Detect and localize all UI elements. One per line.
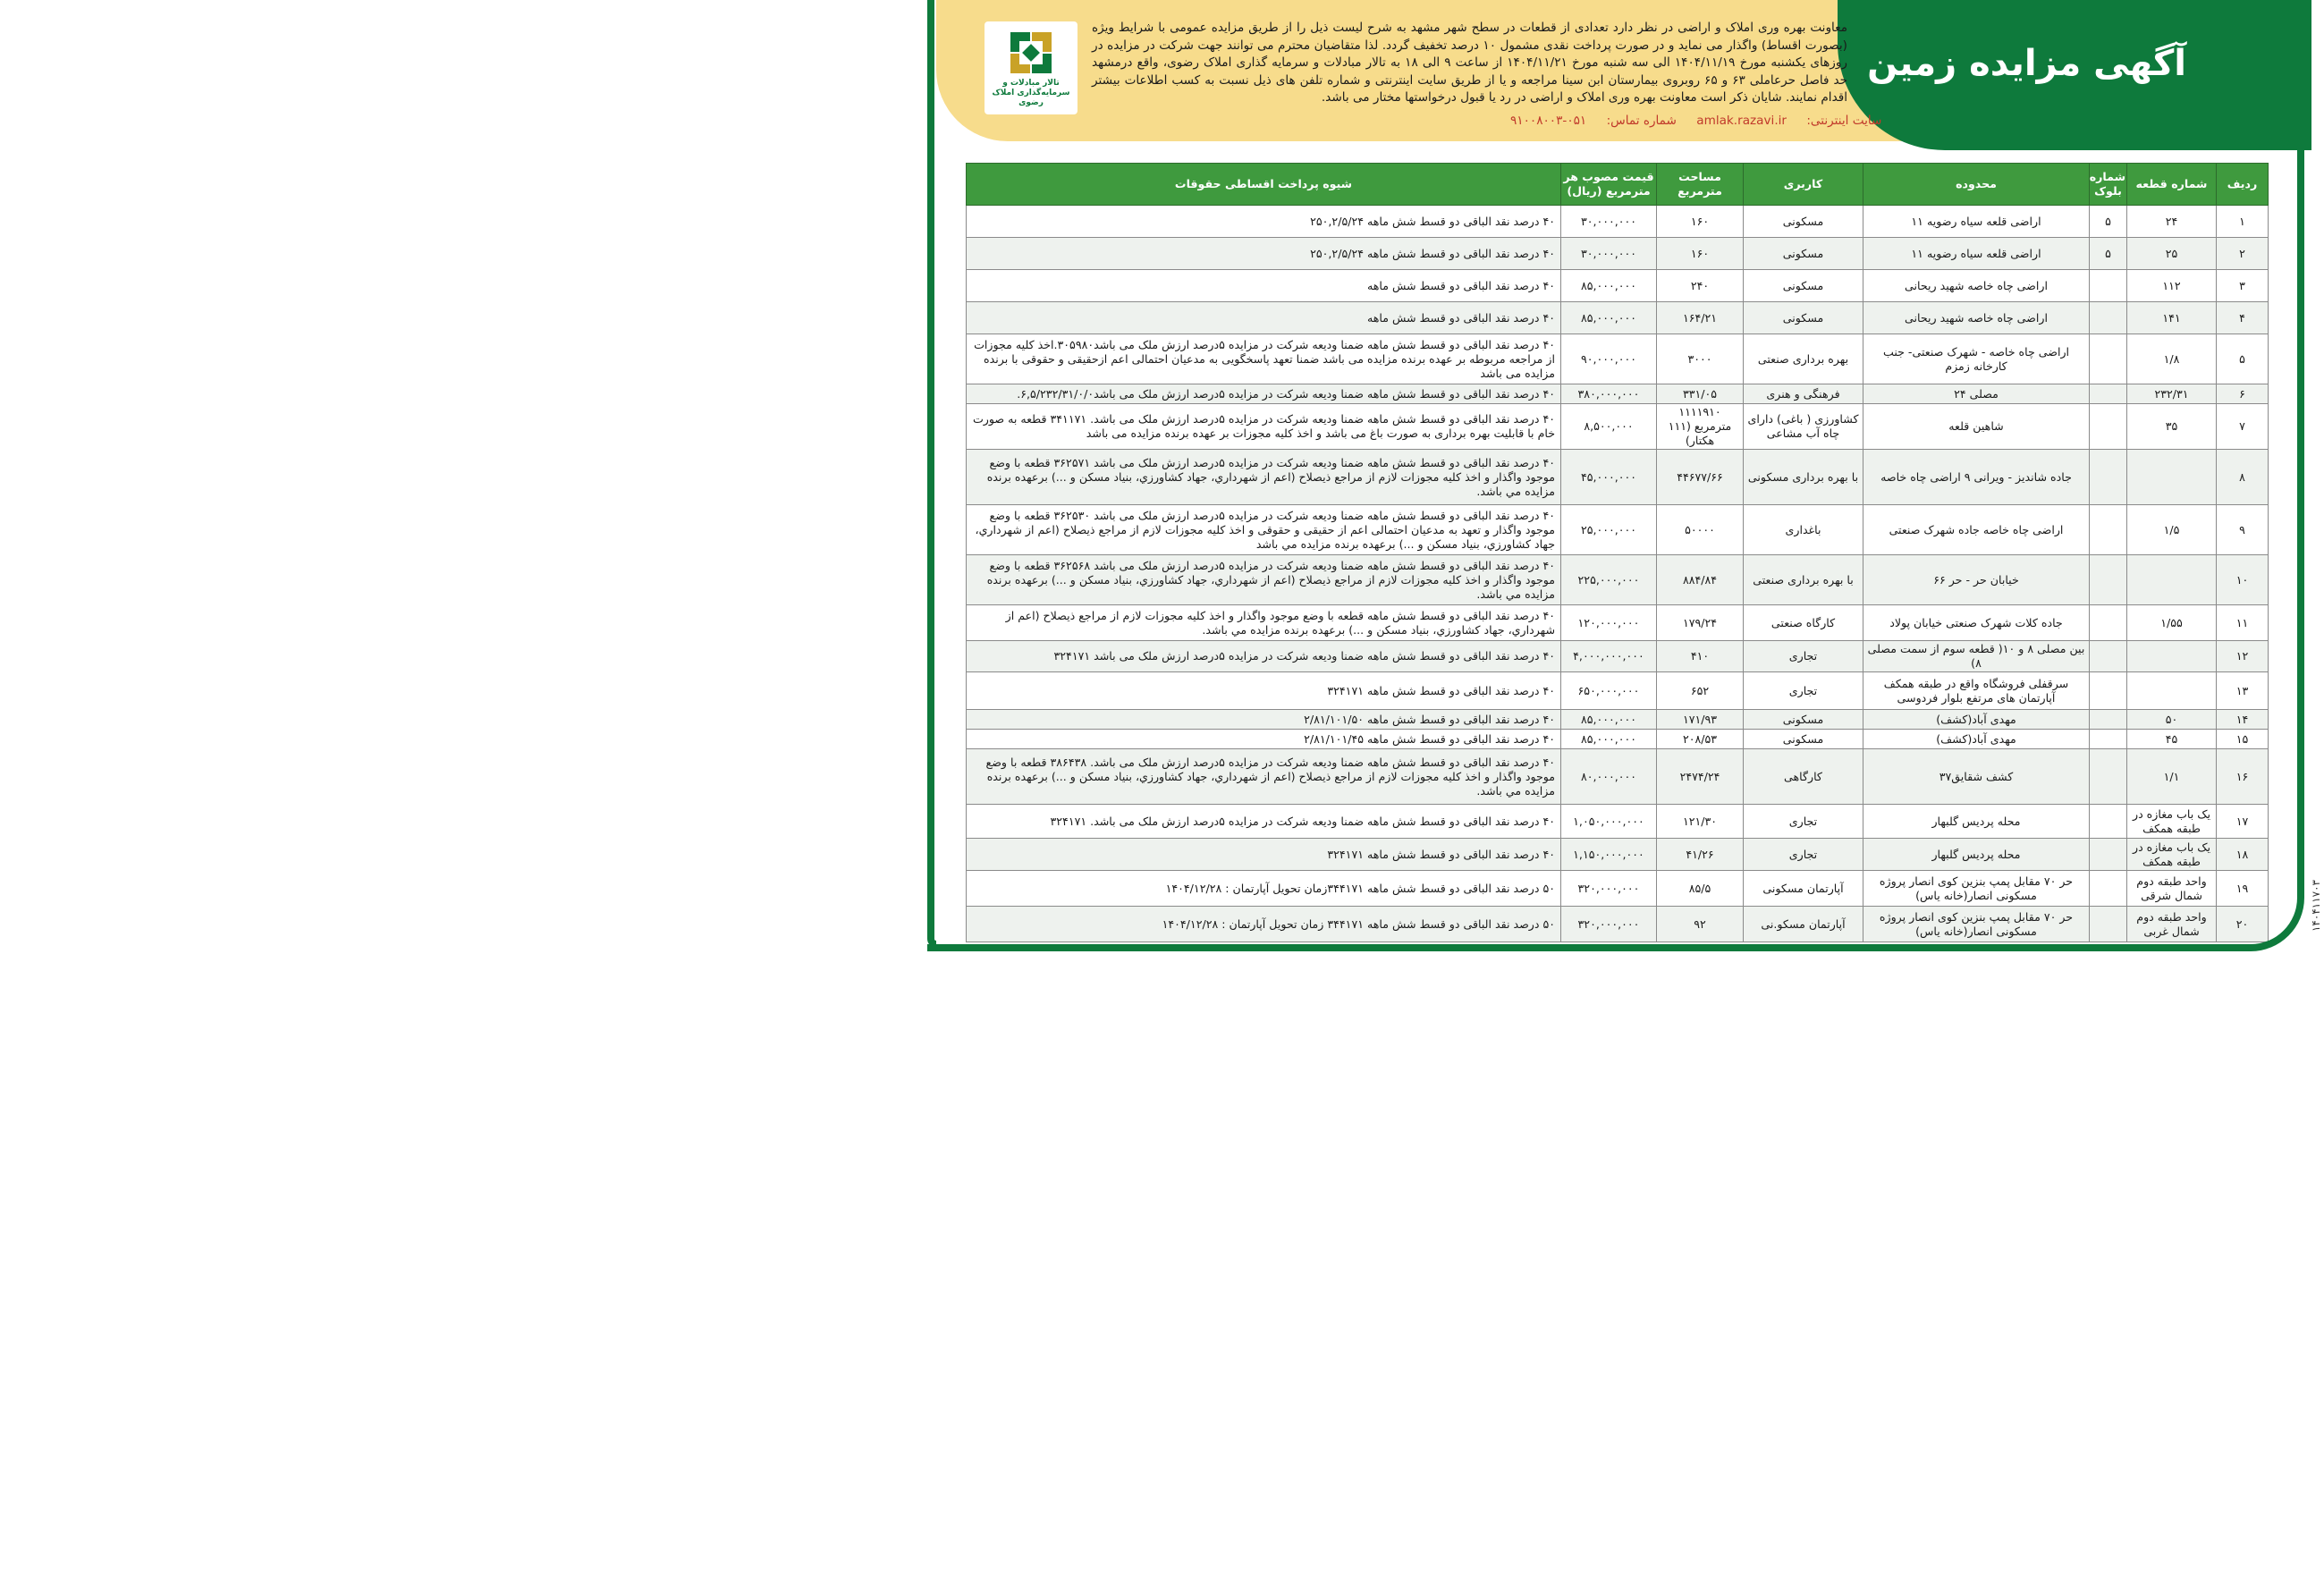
table-cell: ۱۳: [2217, 672, 2269, 710]
table-cell: مهدی آباد(کشف): [1863, 730, 2090, 749]
table-cell: مسکونی: [1744, 730, 1863, 749]
table-cell: ۱,۰۵۰,۰۰۰,۰۰۰: [1561, 805, 1657, 839]
table-cell: ۴۰ درصد نقد الباقی دو قسط شش ماهه قطعه با وضع موجود واگذار و اخذ کلیه مجوزات لازم از مراجع ذیصلاح (اعم از شهرداري، جهاد کشاورزي، بنیاد مسکن و ...) برعهده برنده مزایده مي باشد.: [967, 605, 1561, 641]
table-cell: ۵۰۰۰۰: [1657, 505, 1744, 555]
table-cell: ۴۰ درصد نقد الباقی دو قسط شش ماهه: [967, 270, 1561, 302]
table-cell: ۱۱۱۱۹۱۰ مترمربع (۱۱۱ هکتار): [1657, 404, 1744, 450]
table-cell: ۴۰ درصد نقد الباقی دو قسط شش ماهه ضمنا ودیعه شرکت در مزایده ۵درصد ارزش ملک می باشد ۳۶۲۵۶۸ قطعه با وضع موجود واگذار و اخذ کلیه مجوزات لازم از مراجع ذیصلاح (اعم از شهرداري، جهاد کشاورزي، بنیاد مسکن و ...) برعهده برنده مزایده مي باشد.: [967, 555, 1561, 605]
table-cell: تجاری: [1744, 839, 1863, 871]
column-header: شیوه پرداخت اقساطی حقوقات: [967, 164, 1561, 206]
table-cell: اراضی چاه خاصه شهید ریحانی: [1863, 302, 2090, 334]
table-cell: ۸۵,۰۰۰,۰۰۰: [1561, 730, 1657, 749]
table-cell: ۴۰ درصد نقد الباقی دو قسط شش ماهه ضمنا ودیعه شرکت در مزایده ۵درصد ارزش ملک می باشد ۳۲۴۱۷۱: [967, 641, 1561, 672]
table-cell: ۴۴۶۷۷/۶۶: [1657, 450, 1744, 505]
green-frame: [927, 0, 2304, 951]
table-cell: ۷: [2217, 404, 2269, 450]
table-cell: ۳۰,۰۰۰,۰۰۰: [1561, 238, 1657, 270]
table-cell: ۱۲: [2217, 641, 2269, 672]
table-cell: ۴۰ درصد نقد الباقی دو قسط شش ماهه ۳۲۴۱۷۱: [967, 839, 1561, 871]
table-cell: ۱۴: [2217, 710, 2269, 730]
table-cell: ۵۰ درصد نقد الباقی دو قسط شش ماهه ۳۴۴۱۷۱ زمان تحویل آپارتمان : ۱۴۰۴/۱۲/۲۸: [967, 907, 1561, 942]
table-cell: ۵: [2090, 238, 2127, 270]
logo-line-2: سرمایه‌گذاری املاک رضوی: [992, 89, 1070, 107]
table-cell: ۴۰ درصد نقد الباقی دو قسط شش ماهه ۲۵۰,۲/۵/۲۴: [967, 206, 1561, 238]
table-cell: ۱۲۱/۳۰: [1657, 805, 1744, 839]
table-cell: ۴۰ درصد نقد الباقی دو قسط شش ماهه ضمنا ودیعه شرکت در مزایده ۵درصد ارزش ملک می باشد. ۳۸۶۴۳۸ قطعه با وضع موجود واگذار و اخذ کلیه مجوزات لازم از مراجع ذیصلاح (اعم از شهرداري، جهاد کشاورزي، بنیاد مسکن و ...) برعهده برنده مزایده مي باشد.: [967, 749, 1561, 805]
table-cell: ۶۵۰,۰۰۰,۰۰۰: [1561, 672, 1657, 710]
logo-line-1: تالار مبادلات و: [1002, 79, 1060, 88]
table-cell: ۹۲: [1657, 907, 1744, 942]
table-cell: ۹۰,۰۰۰,۰۰۰: [1561, 334, 1657, 384]
table-cell: ۱۷۹/۲۴: [1657, 605, 1744, 641]
table-cell: مسکونی: [1744, 710, 1863, 730]
table-cell: کشاورزی ( باغی) دارای چاه آب مشاعی: [1744, 404, 1863, 450]
table-cell: ۴,۰۰۰,۰۰۰,۰۰۰: [1561, 641, 1657, 672]
table-cell: آپارتمان مسکو.نی: [1744, 907, 1863, 942]
table-cell: ۴۰ درصد نقد الباقی دو قسط شش ماهه ۳۲۴۱۷۱: [967, 672, 1561, 710]
table-cell: کارگاه صنعتی: [1744, 605, 1863, 641]
table-cell: تجاری: [1744, 641, 1863, 672]
column-header: مساحت مترمربع: [1657, 164, 1744, 206]
table-cell: ۳۲۰,۰۰۰,۰۰۰: [1561, 871, 1657, 907]
table-cell: ۲۰: [2217, 907, 2269, 942]
table-cell: ۸۰,۰۰۰,۰۰۰: [1561, 749, 1657, 805]
table-cell: ۴۰ درصد نقد الباقی دو قسط شش ماهه ۲/۸۱/۱۰۱/۵۰: [967, 710, 1561, 730]
table-cell: ۱۸: [2217, 839, 2269, 871]
table-cell: ۴۰ درصد نقد الباقی دو قسط شش ماهه ضمنا ودیعه شرکت در مزایده ۵درصد ارزش ملک می باشد۶,۵/۲۳۲/۳۱/۰/۰.: [967, 384, 1561, 404]
table-cell: ۴۰ درصد نقد الباقی دو قسط شش ماهه ۲/۸۱/۱۰۱/۴۵: [967, 730, 1561, 749]
page-title: آگهی مزایده زمین: [1867, 43, 2186, 84]
table-cell: ۱/۵: [2127, 505, 2217, 555]
table-cell: ۴۰ درصد نقد الباقی دو قسط شش ماهه ضمنا ودیعه شرکت در مزایده ۵درصد ارزش ملک می باشد ۳۶۲۵۳۰ قطعه با وضع موجود واگذار و تعهد به مدعیان احتمالی اعم از حقیقی و حقوقی و اخذ کلیه مجوزات لازم از مراجع ذیصلاح (اعم از شهرداري، جهاد کشاورزي، بنیاد مسکن و ...) برعهده برنده مزایده مي باشد: [967, 505, 1561, 555]
table-cell: ۸۵,۰۰۰,۰۰۰: [1561, 302, 1657, 334]
table-cell: ۱۶۴/۲۱: [1657, 302, 1744, 334]
table-cell: اراضی چاه خاصه جاده شهرک صنعتی: [1863, 505, 2090, 555]
table-cell: ۹: [2217, 505, 2269, 555]
table-cell: ۴۰ درصد نقد الباقی دو قسط شش ماهه ضمنا ودیعه شرکت در مزایده ۵درصد ارزش ملک می باشد. ۳۴۱۱۷۱ قطعه به صورت خام با قابلیت بهره برداری به صورت باغ می باشد و اخذ کلیه مجوزات بر عهده برنده مزایده می باشد: [967, 404, 1561, 450]
table-cell: خیابان حر - حر ۶۶: [1863, 555, 2090, 605]
table-cell: ۲۴۷۴/۲۴: [1657, 749, 1744, 805]
table-cell: مسکونی: [1744, 206, 1863, 238]
table-cell: ۱/۸: [2127, 334, 2217, 384]
table-cell: ۴۰ درصد نقد الباقی دو قسط شش ماهه: [967, 302, 1561, 334]
column-header: محدوده: [1863, 164, 2090, 206]
table-cell: ۲۴: [2127, 206, 2217, 238]
phone-number: ۰۵۱-۹۱۰۰۸۰۰۳: [1510, 114, 1587, 128]
table-cell: اراضی قلعه سیاه رضویه ۱۱: [1863, 206, 2090, 238]
table-cell: ۲۳۲/۳۱: [2127, 384, 2217, 404]
table-cell: حر ۷۰ مقابل پمپ بنزین کوی انصار پروژه مسکونی انصار(خانه یاس): [1863, 871, 2090, 907]
column-header: قیمت مصوب هر مترمربع (ریال): [1561, 164, 1657, 206]
table-cell: ۱۶۰: [1657, 238, 1744, 270]
table-cell: ۲۴۰: [1657, 270, 1744, 302]
table-cell: یک باب مغازه در طبقه همکف: [2127, 805, 2217, 839]
table-cell: ۶: [2217, 384, 2269, 404]
table-cell: یک باب مغازه در طبقه همکف: [2127, 839, 2217, 871]
table-cell: سرقفلی فروشگاه واقع در طبقه همکف آپارتمان های مرتفع بلوار فردوسی: [1863, 672, 2090, 710]
table-cell: ۴: [2217, 302, 2269, 334]
table-cell: ۲۵,۰۰۰,۰۰۰: [1561, 505, 1657, 555]
table-cell: ۱: [2217, 206, 2269, 238]
table-cell: جاده کلات شهرک صنعتی خیابان پولاد: [1863, 605, 2090, 641]
table-cell: ۲۲۵,۰۰۰,۰۰۰: [1561, 555, 1657, 605]
table-cell: ۵۰: [2127, 710, 2217, 730]
column-header: شماره بلوک: [2090, 164, 2127, 206]
table-cell: ۴۵,۰۰۰,۰۰۰: [1561, 450, 1657, 505]
column-header: شماره قطعه: [2127, 164, 2217, 206]
table-cell: ۲۰۸/۵۳: [1657, 730, 1744, 749]
table-cell: ۵: [2090, 206, 2127, 238]
table-cell: ۱/۱: [2127, 749, 2217, 805]
table-cell: ۱۶: [2217, 749, 2269, 805]
column-header: ردیف: [2217, 164, 2269, 206]
table-cell: ۱۴۱: [2127, 302, 2217, 334]
table-cell: ۴۱/۲۶: [1657, 839, 1744, 871]
table-cell: با بهره برداری مسکونی: [1744, 450, 1863, 505]
table-cell: بهره برداری صنعتی: [1744, 334, 1863, 384]
table-cell: مهدی آباد(کشف): [1863, 710, 2090, 730]
table-cell: محله پردیس گلبهار: [1863, 805, 2090, 839]
table-cell: جاده شاندیز - ویرانی ۹ اراضی چاه خاصه: [1863, 450, 2090, 505]
table-cell: حر ۷۰ مقابل پمپ بنزین کوی انصار پروژه مسکونی انصار(خانه یاس): [1863, 907, 2090, 942]
table-cell: ۱۷۱/۹۳: [1657, 710, 1744, 730]
table-cell: مصلی ۲۴: [1863, 384, 2090, 404]
table-cell: ۴۵: [2127, 730, 2217, 749]
table-cell: ۱۷: [2217, 805, 2269, 839]
table-cell: ۸۵,۰۰۰,۰۰۰: [1561, 270, 1657, 302]
table-cell: ۴۰ درصد نقد الباقی دو قسط شش ماهه ضمنا ودیعه شرکت در مزایده ۵درصد ارزش ملک می باشد۳۰۵۹۸۰.اخذ کلیه مجوزات از مراجعه مربوطه بر عهده برنده مزایده می باشد ضمنا تعهد پاسخگویی به مدعیان احتمالی اعم ازحقیقی و حقوقی با برنده مزایده می باشد: [967, 334, 1561, 384]
phone-label: شماره تماس:: [1606, 114, 1677, 128]
table-cell: ۳۰۰۰: [1657, 334, 1744, 384]
table-cell: ۸: [2217, 450, 2269, 505]
table-cell: محله پردیس گلبهار: [1863, 839, 2090, 871]
table-cell: ۱۶۰: [1657, 206, 1744, 238]
site-label: سایت اینترنتی:: [1806, 114, 1882, 128]
column-header: کاربری: [1744, 164, 1863, 206]
table-cell: آپارتمان مسکونی: [1744, 871, 1863, 907]
ad-code: ۱۴۰۴۱۱۷۰۳: [2310, 880, 2322, 933]
table-cell: ۵۰ درصد نقد الباقی دو قسط شش ماهه ۳۴۴۱۷۱زمان تحویل آپارتمان : ۱۴۰۴/۱۲/۲۸: [967, 871, 1561, 907]
table-cell: ۳۲۰,۰۰۰,۰۰۰: [1561, 907, 1657, 942]
table-cell: کارگاهی: [1744, 749, 1863, 805]
table-cell: ۴۰ درصد نقد الباقی دو قسط شش ماهه ۲۵۰,۲/۵/۲۴: [967, 238, 1561, 270]
table-cell: اراضی چاه خاصه - شهرک صنعتی- جنب کارخانه زمزم: [1863, 334, 2090, 384]
table-cell: بین مصلی ۸ و ۱۰( قطعه سوم از سمت مصلی ۸): [1863, 641, 2090, 672]
table-cell: ۳۵: [2127, 404, 2217, 450]
table-cell: ۴۱۰: [1657, 641, 1744, 672]
table-cell: مسکونی: [1744, 238, 1863, 270]
table-cell: ۱۱۲: [2127, 270, 2217, 302]
table-cell: ۲: [2217, 238, 2269, 270]
table-cell: تجاری: [1744, 672, 1863, 710]
table-cell: ۳۳۱/۰۵: [1657, 384, 1744, 404]
table-cell: کشف شقایق۳۷: [1863, 749, 2090, 805]
site-link[interactable]: amlak.razavi.ir: [1696, 114, 1787, 128]
table-cell: با بهره برداری صنعتی: [1744, 555, 1863, 605]
table-cell: ۸,۵۰۰,۰۰۰: [1561, 404, 1657, 450]
table-cell: تجاری: [1744, 805, 1863, 839]
table-cell: مسکونی: [1744, 302, 1863, 334]
table-cell: مسکونی: [1744, 270, 1863, 302]
table-cell: واحد طبقه دوم شمال غربی: [2127, 907, 2217, 942]
table-cell: اراضی چاه خاصه شهید ریحانی: [1863, 270, 2090, 302]
table-cell: ۳۰,۰۰۰,۰۰۰: [1561, 206, 1657, 238]
table-cell: ۴۰ درصد نقد الباقی دو قسط شش ماهه ضمنا ودیعه شرکت در مزایده ۵درصد ارزش ملک می باشد ۳۶۲۵۷۱ قطعه با وضع موجود واگذار و اخذ کلیه مجوزات لازم از مراجع ذیصلاح (اعم از شهرداري، جهاد کشاورزي، بنیاد مسکن و ...) برعهده برنده مزایده مي باشد.: [967, 450, 1561, 505]
table-cell: ۱۲۰,۰۰۰,۰۰۰: [1561, 605, 1657, 641]
table-cell: ۱۹: [2217, 871, 2269, 907]
table-cell: اراضی قلعه سیاه رضویه ۱۱: [1863, 238, 2090, 270]
table-cell: فرهنگی و هنری: [1744, 384, 1863, 404]
table-cell: باغداری: [1744, 505, 1863, 555]
auction-notice-page: [922, 0, 2324, 963]
intro-paragraph: معاونت بهره وری املاک و اراضی در نظر دارد تعدادی از قطعات در سطح شهر مشهد به شرح لیست ذیل را از طریق مزایده عمومی با شرایط ویژه (بصورت اقساط) واگذار می نماید و در صورت پرداخت نقدی مشمول ۱۰ درصد تخفیف گردد. لذا متقاضیان محترم می توانند جهت شرکت در مزایده در روزهای یکشنبه مورخ ۱۴۰۴/۱۱/۱۹ الی سه شنبه مورخ ۱۴۰۴/۱۱/۲۱ از ساعت ۹ الی ۱۸ به تالار مبادلات و سرمایه گذاری املاک رضوی، واقع درمشهد حد فاصل حرعاملی ۶۳ و ۶۵ روبروی بیمارستان ابن سینا مراجعه و یا از طریق سایت اینترنتی و شماره تلفن های ذیل نسبت به کسب اطلاعات بیشتر اقدام نمایند. شایان ذکر است معاونت بهره وری املاک و اراضی در رد یا قبول درخواستها مختار می باشد.: [1092, 21, 1848, 105]
table-cell: ۲۵: [2127, 238, 2217, 270]
table-cell: ۱/۵۵: [2127, 605, 2217, 641]
table-cell: ۳۸۰,۰۰۰,۰۰۰: [1561, 384, 1657, 404]
table-cell: ۱۵: [2217, 730, 2269, 749]
table-cell: ۱۱: [2217, 605, 2269, 641]
table-cell: ۴۰ درصد نقد الباقی دو قسط شش ماهه ضمنا ودیعه شرکت در مزایده ۵درصد ارزش ملک می باشد. ۳۲۴۱۷۱: [967, 805, 1561, 839]
table-cell: ۸۵,۰۰۰,۰۰۰: [1561, 710, 1657, 730]
table-cell: شاهین قلعه: [1863, 404, 2090, 450]
table-cell: ۱۰: [2217, 555, 2269, 605]
table-cell: ۸۸۴/۸۴: [1657, 555, 1744, 605]
table-cell: ۵: [2217, 334, 2269, 384]
green-frame-left: [927, 0, 936, 948]
table-cell: ۳: [2217, 270, 2269, 302]
table-cell: ۶۵۲: [1657, 672, 1744, 710]
table-cell: ۸۵/۵: [1657, 871, 1744, 907]
table-cell: واحد طبقه دوم شمال شرقی: [2127, 871, 2217, 907]
table-cell: ۱,۱۵۰,۰۰۰,۰۰۰: [1561, 839, 1657, 871]
